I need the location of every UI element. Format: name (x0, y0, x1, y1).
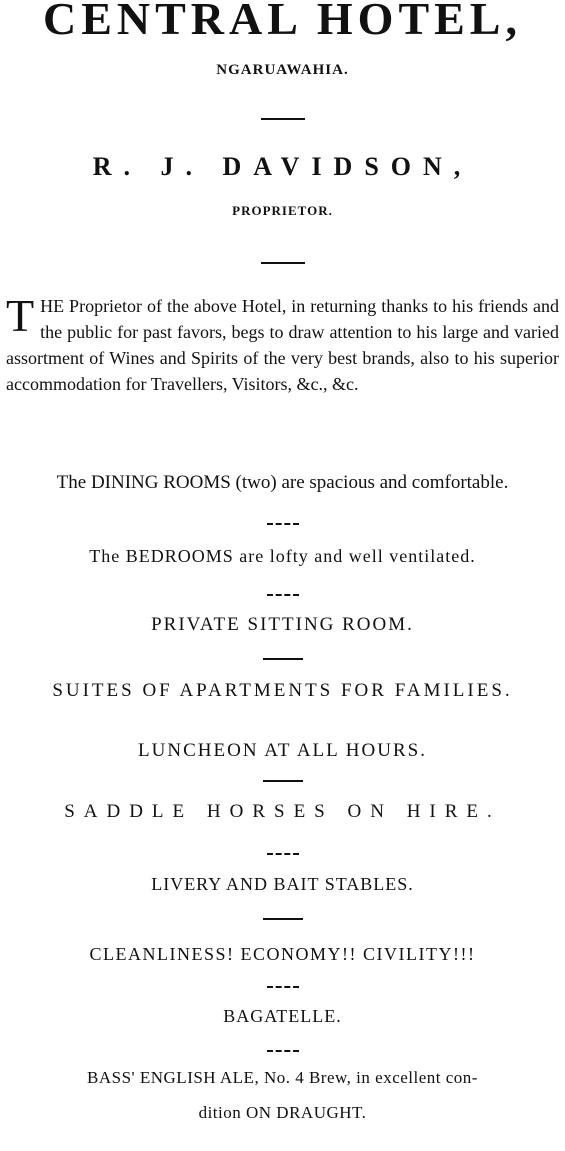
virtues-line: CLEANLINESS! ECONOMY!! CIVILITY!!! (89, 944, 476, 964)
intro-paragraph (6, 290, 559, 397)
divider-rule (263, 918, 303, 920)
divider-dash (267, 853, 299, 855)
proprietor-role: PROPRIETOR. (232, 203, 333, 218)
intro-text: HE Proprietor of the above Hotel, in returning thanks to his friends and the public for past favors, begs to draw attention to his large and varied assortment of Wines and Spirits of the very best brands, also to his superior accommodation for Travellers, Visitors, &c., &c. (6, 296, 559, 394)
divider-rule (263, 658, 303, 660)
suites-line: SUITES OF APARTMENTS FOR FAMILIES. (52, 680, 513, 701)
hotel-location: NGARUAWAHIA. (216, 62, 349, 78)
proprietor-name: R. J. DAVIDSON, (92, 152, 473, 181)
divider-rule (263, 780, 303, 782)
saddle-horses-line: SADDLE HORSES ON HIRE. (64, 801, 501, 822)
sitting-room-line: PRIVATE SITTING ROOM. (151, 614, 414, 635)
ale-line-2: dition ON DRAUGHT. (198, 1103, 367, 1122)
ale-line-1: BASS' ENGLISH ALE, No. 4 Brew, in excellent con- (87, 1068, 478, 1087)
hotel-title: CENTRAL HOTEL, (43, 0, 522, 44)
divider-dash (267, 523, 299, 525)
livery-line: LIVERY AND BAIT STABLES. (151, 874, 414, 894)
dining-rooms-line: The DINING ROOMS (two) are spacious and comfortable. (56, 472, 509, 493)
divider-dash (267, 594, 299, 596)
divider-dash (267, 1050, 299, 1052)
bagatelle-line: BAGATELLE. (223, 1006, 342, 1026)
drop-cap: T (6, 290, 35, 341)
bedrooms-line: The BEDROOMS are lofty and well ventilated. (89, 546, 476, 566)
divider-rule (261, 262, 305, 264)
divider-rule (261, 118, 305, 120)
divider-dash (267, 986, 299, 988)
luncheon-line: LUNCHEON AT ALL HOURS. (138, 740, 427, 761)
